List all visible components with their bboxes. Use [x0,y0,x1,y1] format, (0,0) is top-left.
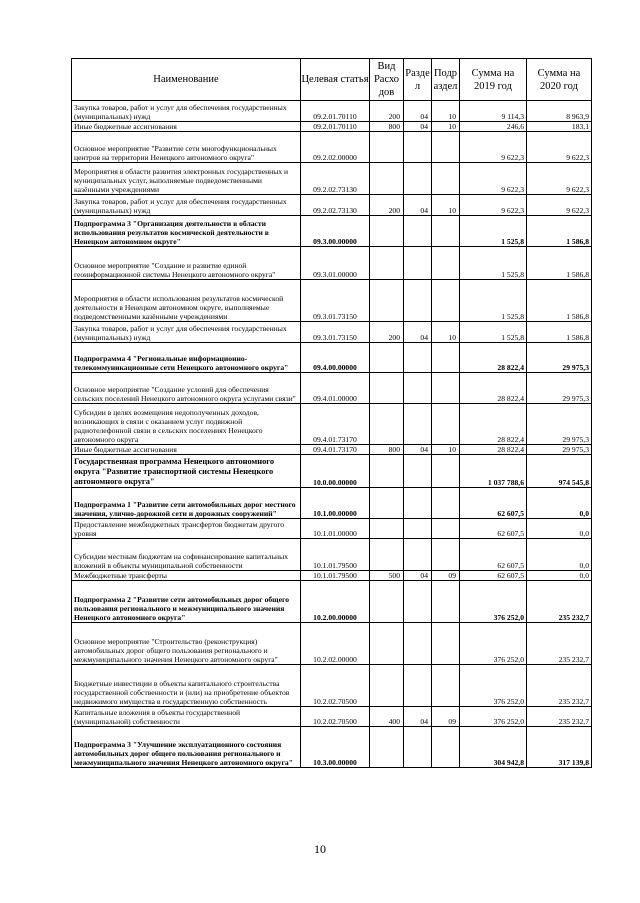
row-sum-2020: 9 622,3 [527,132,592,163]
row-sum-2020: 974 545,8 [527,455,592,488]
row-target-article: 10.1.01.79500 [301,571,370,581]
table-row [72,122,592,132]
header-sum-2020: Сумма на 2020 год [527,59,592,101]
row-sum-2019: 376 252,0 [460,581,527,623]
row-subsection: 10 [432,445,460,455]
row-target-article: 09.4.01.00000 [301,373,370,404]
row-name: Основное мероприятие "Развитие сети многофункциональных центров на территории Ненецкого автономного округа" [72,132,301,163]
row-sum-2019: 9 622,3 [460,195,527,216]
row-name: Государственная программа Ненецкого автономного округа "Развитие транспортной системы Ненецкого автономного округа" [72,455,301,488]
row-expense-type: 200 [370,322,404,343]
row-sum-2020: 235 232,7 [527,581,592,623]
table-row [72,132,592,163]
row-expense-type: 500 [370,571,404,581]
row-expense-type [370,280,404,322]
row-sum-2020: 9 622,3 [527,163,592,195]
row-section [404,163,432,195]
table-row [72,163,592,195]
row-subsection [432,519,460,539]
row-sum-2019: 62 607,5 [460,571,527,581]
table-row [72,539,592,571]
row-sum-2020: 1 586,8 [527,247,592,280]
table-row [72,488,592,519]
row-section [404,665,432,707]
row-target-article: 10.2.00.00000 [301,581,370,623]
row-subsection [432,404,460,445]
row-section: 04 [404,571,432,581]
row-sum-2020: 29 975,3 [527,445,592,455]
row-section [404,727,432,768]
row-expense-type: 200 [370,195,404,216]
table-row [72,195,592,216]
row-target-article: 10.1.00.00000 [301,488,370,519]
row-subsection [432,163,460,195]
row-target-article: 09.3.00.00000 [301,216,370,247]
row-sum-2020: 29 975,3 [527,373,592,404]
row-sum-2019: 28 822,4 [460,373,527,404]
row-subsection [432,488,460,519]
row-expense-type [370,247,404,280]
row-subsection: 10 [432,122,460,132]
table-row [72,101,592,122]
row-sum-2019: 376 252,0 [460,707,527,727]
header-expense-type: Вид Расхо дов [370,59,404,101]
row-sum-2019: 62 607,5 [460,488,527,519]
row-sum-2019: 1 525,8 [460,322,527,343]
row-target-article: 09.2.02.73130 [301,195,370,216]
row-section: 04 [404,322,432,343]
row-sum-2020: 0,0 [527,539,592,571]
header-target-article: Целевая статья [301,59,370,101]
row-name: Субсидии местным бюджетам на софинансирование капитальных вложений в объекты муниципальной собственности [72,539,301,571]
row-target-article: 10.2.02.70500 [301,665,370,707]
row-section [404,455,432,488]
row-name: Подпрограмма 4 "Региональные информационно-телекоммуникационные сети Ненецкого автономного округа" [72,343,301,373]
row-sum-2019: 1 037 788,6 [460,455,527,488]
row-target-article: 10.2.02.70500 [301,707,370,727]
table-row [72,455,592,488]
row-sum-2019: 28 822,4 [460,445,527,455]
header-section: Разде л [404,59,432,101]
row-expense-type: 400 [370,707,404,727]
row-name: Закупка товаров, работ и услуг для обеспечения государственных (муниципальных) нужд [72,101,301,122]
row-section: 04 [404,445,432,455]
row-sum-2020: 183,1 [527,122,592,132]
row-section [404,280,432,322]
table-row [72,727,592,768]
row-sum-2019: 9 622,3 [460,132,527,163]
row-section [404,581,432,623]
page-number: 10 [314,842,326,856]
row-sum-2019: 28 822,4 [460,343,527,373]
table-row [72,322,592,343]
row-sum-2020: 29 975,3 [527,404,592,445]
row-target-article: 10.0.00.00000 [301,455,370,488]
row-target-article: 09.4.01.73170 [301,404,370,445]
table-header-row [72,59,592,101]
row-sum-2020: 8 963,9 [527,101,592,122]
row-name: Иные бюджетные ассигнования [72,122,301,132]
row-section [404,343,432,373]
row-sum-2019: 376 252,0 [460,623,527,665]
row-expense-type [370,404,404,445]
row-target-article: 09.2.01.70110 [301,101,370,122]
row-name: Подпрограмма 2 "Развитие сети автомобильных дорог общего пользования регионального и межмуниципального значения Ненецкого автономного округа" [72,581,301,623]
row-sum-2019: 9 114,3 [460,101,527,122]
row-name: Подпрограмма 3 "Улучшение эксплуатационного состояния автомобильных дорог общего пользования регионального и межмуниципального значения Ненецкого автономного округа" [72,727,301,768]
row-subsection [432,132,460,163]
table-row [72,623,592,665]
row-sum-2019: 304 942,8 [460,727,527,768]
table-row [72,707,592,727]
row-expense-type [370,519,404,539]
row-expense-type [370,455,404,488]
header-name: Наименование [72,59,301,101]
row-name: Капитальные вложения в объекты государственной (муниципальной) собственности [72,707,301,727]
row-subsection [432,623,460,665]
row-target-article: 09.4.00.00000 [301,343,370,373]
row-expense-type [370,623,404,665]
row-section [404,488,432,519]
row-expense-type [370,539,404,571]
row-sum-2020: 1 586,8 [527,280,592,322]
row-subsection: 10 [432,322,460,343]
row-sum-2019: 376 252,0 [460,665,527,707]
row-target-article: 09.2.02.00000 [301,132,370,163]
table-row [72,280,592,322]
row-expense-type [370,343,404,373]
row-subsection [432,343,460,373]
budget-table [71,58,592,768]
row-subsection: 10 [432,101,460,122]
row-target-article: 09.2.02.73130 [301,163,370,195]
row-subsection [432,581,460,623]
row-sum-2019: 1 525,8 [460,247,527,280]
row-subsection: 09 [432,571,460,581]
row-target-article: 09.2.01.70110 [301,122,370,132]
row-target-article: 09.3.01.73150 [301,280,370,322]
row-section [404,404,432,445]
row-expense-type: 800 [370,445,404,455]
row-name: Подпрограмма 1 "Развитие сети автомобильных дорог местного значения, улично-дорожной сети и дорожных сооружений" [72,488,301,519]
row-name: Иные бюджетные ассигнования [72,445,301,455]
table-body [72,101,592,768]
row-sum-2019: 1 525,8 [460,280,527,322]
row-name: Закупка товаров, работ и услуг для обеспечения государственных (муниципальных) нужд [72,195,301,216]
table-row [72,343,592,373]
row-expense-type [370,163,404,195]
row-section: 04 [404,707,432,727]
row-expense-type: 800 [370,122,404,132]
row-section [404,216,432,247]
row-subsection [432,373,460,404]
row-sum-2020: 0,0 [527,571,592,581]
row-section [404,132,432,163]
row-target-article: 10.1.01.00000 [301,519,370,539]
row-sum-2019: 9 622,3 [460,163,527,195]
row-subsection [432,727,460,768]
row-subsection [432,247,460,280]
table-row [72,581,592,623]
row-subsection [432,216,460,247]
row-expense-type [370,488,404,519]
row-subsection [432,539,460,571]
row-name: Предоставление межбюджетных трансфертов бюджетам другого уровня [72,519,301,539]
row-section: 04 [404,195,432,216]
row-target-article: 10.1.01.79500 [301,539,370,571]
table-row [72,247,592,280]
row-expense-type [370,216,404,247]
row-name: Основное мероприятие "Строительство (реконструкция) автомобильных дорог общего пользования регионального и межмуниципального значения Ненецкого автономного округа" [72,623,301,665]
row-target-article: 09.4.01.73170 [301,445,370,455]
row-sum-2019: 28 822,4 [460,404,527,445]
table-row [72,216,592,247]
header-sum-2019: Сумма на 2019 год [460,59,527,101]
row-sum-2020: 29 975,3 [527,343,592,373]
row-name: Основное мероприятие "Создание условий для обеспечения сельских поселений Ненецкого автономного округа услугами связи" [72,373,301,404]
row-sum-2020: 1 586,8 [527,216,592,247]
row-sum-2020: 235 232,7 [527,707,592,727]
row-name: Бюджетные инвестиции в объекты капитального строительства государственной собственности и (или) на приобретение объектов недвижимого имущества в государственную собственность [72,665,301,707]
row-target-article: 10.3.00.00000 [301,727,370,768]
row-section: 04 [404,101,432,122]
row-name: Субсидии в целях возмещения недополученных доходов, возникающих в связи с оказанием услуг подвижной радиотелефонной связи в сельских поселениях Ненецкого автономного округа [72,404,301,445]
row-subsection [432,665,460,707]
row-name: Основное мероприятие "Создание и развитие единой геоинформационной системы Ненецкого автономного округа" [72,247,301,280]
row-expense-type [370,132,404,163]
row-section [404,519,432,539]
row-expense-type [370,373,404,404]
table-row [72,445,592,455]
header-subsection: Подр аздел [432,59,460,101]
row-sum-2020: 235 232,7 [527,665,592,707]
table-row [72,571,592,581]
row-sum-2019: 1 525,8 [460,216,527,247]
row-target-article: 10.2.02.00000 [301,623,370,665]
row-expense-type [370,665,404,707]
row-target-article: 09.3.01.73150 [301,322,370,343]
row-name: Межбюджетные трансферты [72,571,301,581]
row-section [404,247,432,280]
row-target-article: 09.3.01.00000 [301,247,370,280]
row-sum-2020: 317 139,8 [527,727,592,768]
table-row [72,665,592,707]
row-sum-2020: 1 586,8 [527,322,592,343]
row-expense-type [370,727,404,768]
row-section [404,539,432,571]
row-name: Подпрограмма 3 "Организация деятельности в области использования результатов космической деятельности в Ненецком автономном округе" [72,216,301,247]
row-subsection: 10 [432,195,460,216]
row-section [404,623,432,665]
row-sum-2019: 62 607,5 [460,539,527,571]
row-sum-2020: 0,0 [527,488,592,519]
row-section: 04 [404,122,432,132]
row-section [404,373,432,404]
row-sum-2020: 235 232,7 [527,623,592,665]
table-row [72,404,592,445]
row-subsection: 09 [432,707,460,727]
row-expense-type [370,581,404,623]
row-sum-2019: 62 607,5 [460,519,527,539]
row-name: Закупка товаров, работ и услуг для обеспечения государственных (муниципальных) нужд [72,322,301,343]
row-sum-2019: 246,6 [460,122,527,132]
row-subsection [432,455,460,488]
table-row [72,373,592,404]
row-subsection [432,280,460,322]
row-name: Мероприятия в области развития электронных государственных и муниципальных услуг, выполняемые подведомственными казёнными учреждениями [72,163,301,195]
row-name: Мероприятия в области использования результатов космической деятельности в Ненецком автономном округе, выполняемые подведомственными казёнными учреждениями [72,280,301,322]
row-sum-2020: 9 622,3 [527,195,592,216]
table-row [72,519,592,539]
row-expense-type: 200 [370,101,404,122]
row-sum-2020: 0,0 [527,519,592,539]
